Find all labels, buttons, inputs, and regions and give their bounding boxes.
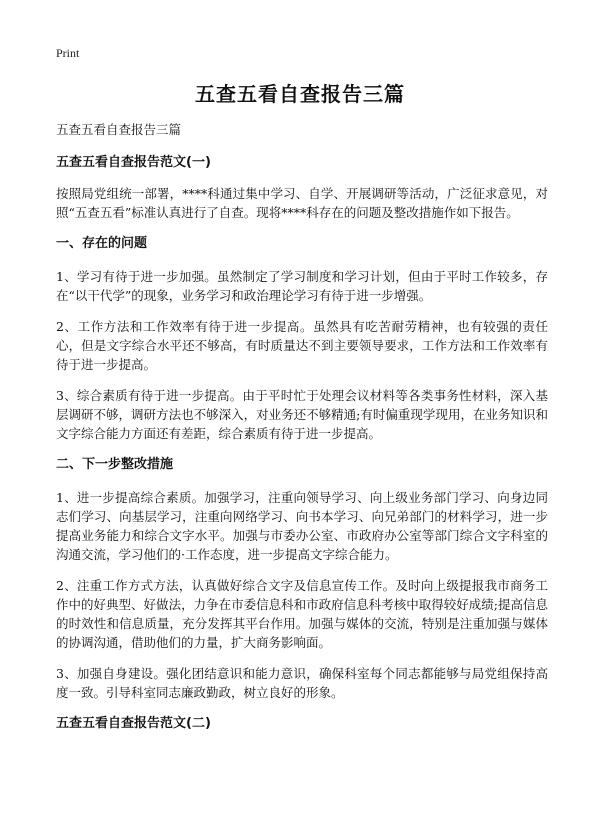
section1-heading: 一、存在的问题 xyxy=(56,236,148,251)
document-body xyxy=(56,120,548,747)
section1-item-2: 2、工作方法和工作效率有待于进一步提高。虽然具有吃苦耐劳精神，也有较强的责任心，但是文字综合水平还不够高，有时质量达不到主要领导要求，工作方法和工作效率有待于进一步提高。 xyxy=(56,319,548,372)
section1-item-3: 3、综合素质有待于进一步提高。由于平时忙于处理会议材料等各类事务性材料，深入基层调研不够，调研方法也不够深入，对业务还不够精通;有时偏重现学现用，在业务知识和文字综合能力方面还有差距，综合素质有待于进一步提高。 xyxy=(56,388,548,441)
section2-item-3: 3、加强自身建设。强化团结意识和能力意识，确保科室每个同志都能够与局党组保持高度一致。引导科室同志廉政勤政，树立良好的形象。 xyxy=(56,666,548,700)
part1-heading: 五查五看自查报告范文(一) xyxy=(56,155,211,170)
section2-item-1: 1、进一步提高综合素质。加强学习，注重向领导学习、向上级业务部门学习、向身边同志们学习、向基层学习，注重向网络学习、向书本学习、向兄弟部门的材料学习，进一步提高业务能力和综合文字水平。加强与市委办公室、市政府办公室等部门综合文字科室的沟通交流，学习他们的·工作态度，进一步提高文字综合能力。 xyxy=(56,490,548,562)
document-subtitle: 五查五看自查报告三篇 xyxy=(56,122,182,137)
section2-item-2: 2、注重工作方式方法，认真做好综合文字及信息宣传工作。及时向上级提报我市商务工作中的好典型、好做法，力争在市委信息科和市政府信息科考核中取得较好成绩;提高信息的时效性和信息质量，充分发挥其平台作用。加强与媒体的交流，特别是注重加强与媒体的协调沟通，借助他们的力量，扩大商务影响面。 xyxy=(56,578,548,650)
page-title: 五查五看自查报告三篇 xyxy=(195,82,405,106)
section1-item-1: 1、学习有待于进一步加强。虽然制定了学习制度和学习计划，但由于平时工作较多，存在“以干代学”的现象，业务学习和政治理论学习有待于进一步增强。 xyxy=(56,269,548,303)
section2-heading: 二、下一步整改措施 xyxy=(56,457,174,472)
intro-paragraph: 按照局党组统一部署，****科通过集中学习、自学、开展调研等活动，广泛征求意见，对照“五查五看”标准认真进行了自查。现将****科存在的问题及整改措施作如下报告。 xyxy=(56,186,548,220)
print-link[interactable]: Print xyxy=(56,46,80,60)
part2-heading: 五查五看自查报告范文(二) xyxy=(56,716,211,731)
